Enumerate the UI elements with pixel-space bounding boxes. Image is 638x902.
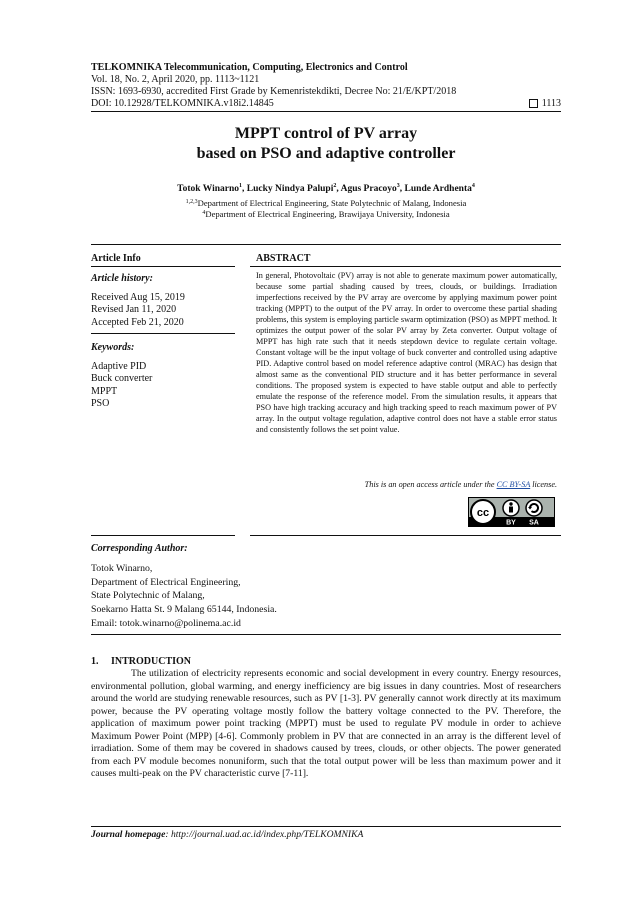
volume-info: Vol. 18, No. 2, April 2020, pp. 1113~1121 [91, 74, 260, 85]
keyword: MPPT [91, 385, 118, 397]
corresponding-email: Email: totok.winarno@polinema.ac.id [91, 617, 241, 629]
affiliation-2 [91, 209, 561, 220]
affiliation-sup: 4 [202, 210, 206, 216]
author: Agus Pracoyo [340, 184, 397, 194]
author-sup: 4 [471, 183, 475, 189]
corresponding-line: Totok Winarno, [91, 563, 153, 574]
cc-by-sa-badge[interactable] [468, 497, 555, 527]
history-item: Revised Jan 11, 2020 [91, 304, 177, 316]
cc-badge-graphic [469, 498, 554, 526]
cc-by-sa-link[interactable]: CC BY-SA [496, 480, 531, 489]
history-list [91, 292, 185, 329]
info-top-rule [91, 244, 561, 245]
affiliation-text: Department of Electrical Engineering, State Polytechnic of Malang, Indonesia [197, 198, 467, 208]
introduction-heading: 1. INTRODUCTION [91, 656, 192, 667]
paper-title [91, 124, 561, 164]
header-rule [91, 111, 561, 112]
keyword: Buck converter [91, 373, 153, 385]
history-rule [91, 333, 235, 334]
corresponding-heading: Corresponding Author: [91, 543, 188, 554]
page-number [529, 98, 561, 109]
history-label: Article history: [91, 273, 153, 284]
doi-info: DOI: 10.12928/TELKOMNIKA.v18i2.14845 [91, 98, 274, 109]
title-line-2: based on PSO and adaptive controller [196, 145, 456, 162]
share-alike-icon [526, 500, 542, 516]
title-line-1: MPPT control of PV array [234, 125, 418, 142]
info-bottom-rule-right [250, 535, 561, 536]
corresponding-line: Department of Electrical Engineering, [91, 576, 241, 588]
keywords-list [91, 361, 152, 410]
page-number-value: 1113 [541, 98, 561, 109]
license-line [365, 480, 557, 489]
keyword: Adaptive PID [91, 361, 147, 372]
license-prefix: This is an open access article under the [364, 480, 495, 489]
affiliation-1 [91, 198, 561, 209]
abstract-heading: ABSTRACT [256, 253, 311, 264]
info-bottom-rule-left [91, 535, 235, 536]
corresponding-rule [91, 634, 561, 635]
history-item: Received Aug 15, 2019 [91, 292, 185, 303]
journal-header [91, 62, 561, 110]
affiliations [91, 198, 561, 220]
history-item: Accepted Feb 21, 2020 [91, 316, 184, 328]
author: Lucky Nindya Palupi [246, 184, 334, 194]
corresponding-line: State Polytechnic of Malang, [91, 590, 205, 602]
article-info-rule [91, 266, 235, 267]
footer-rule [91, 826, 561, 827]
author: Totok Winarno [177, 184, 240, 194]
affiliation-text: Department of Electrical Engineering, Brawijaya University, Indonesia [205, 209, 450, 219]
keyword: PSO [91, 397, 110, 409]
license-suffix: license. [532, 480, 557, 489]
badge-sa: SA [529, 519, 539, 526]
corresponding-details [91, 562, 277, 631]
keywords-label: Keywords: [91, 342, 135, 353]
abstract-text: In general, Photovoltaic (PV) array is not able to generate maximum power automatically, because some partial shading caused by trees, clouds, or buildings. Irradiation imperfections received by the PV array are overcome by applying maximum power point tracking (MPPT) to the output of the PV array. In order to overcome these partial shading problems, this system is employing particle swarm optimization (PSO) as MPPT method. It optimizes the output power of the solar PV array by Zeta converter. Output voltage of MPPT has high rate such that it needs stepdown device to regulate certain voltage. Constant voltage will be the input voltage of buck converter and controlled using adaptive PID. Adaptive control based on model reference adaptive control (MRAC) has design that almost same as the conventional PID structure and it has better performance in several conditions. The proposed system is expected to have stable output and able to perfectly emulate the response of the reference model. From the simulation results, it appears that PSO have high tracking accuracy and high tracking speed to reach maximum power of PV array. In the output voltage regulation, adaptive control does not have a stable error status and consistently follows the set point value. [256, 271, 557, 435]
article-info-heading: Article Info [91, 253, 141, 264]
homepage-url[interactable]: : http://journal.uad.ac.id/index.php/TELKOMNIKA [165, 829, 364, 840]
square-icon [529, 99, 538, 108]
affiliation-sup: 1,2,3 [185, 199, 198, 205]
homepage-label: Journal homepage [91, 829, 166, 840]
issn-info: ISSN: 1693-6930, accredited First Grade by Kemenristekdikti, Decree No: 21/E/KPT/2018 [91, 86, 457, 97]
author-sup: 3 [396, 183, 400, 189]
journal-homepage [91, 829, 363, 840]
svg-text:cc: cc [476, 507, 490, 519]
author-list: Totok Winarno$^1$, Lucky Nindya Palupi$^2$, Agus Pracoyo$^3$, Lunde Ardhenta$^4$ [177, 183, 475, 194]
abstract-rule [250, 266, 561, 267]
author-sup: 1 [239, 183, 243, 189]
author-sup: 2 [333, 183, 337, 189]
badge-by: BY [506, 519, 516, 526]
corresponding-line: Soekarno Hatta St. 9 Malang 65144, Indonesia. [91, 604, 277, 616]
journal-name: TELKOMNIKA Telecommunication, Computing, Electronics and Control [91, 62, 408, 73]
introduction-text: The utilization of electricity represents economic and social development in every country. Energy resources, environmental pollution, global warming, and energy inefficiency are big issues in dany countries. Most of researchers around the world are studying renewable resources, such as PV [1-3]. PV generally cannot work directly at its maximum power, because the PV operating voltage mostly follow the battery voltage connected to the PV. Therefore, the application of maximum power point tracking (MPPT) must be used to regulate PV module in order to achieve Maximum Power Point (MPP) [4-6]. Commonly problem in PV that are connected in an array is the different level of irradiation. Some of them may be covered in shadows caused by trees, clouds, or other objects. The power generated from each PV module becomes nonuniform, such that the total output power will be less than maximum power and it causes multi-peak on the PV characteristic curve [7-11]. [91, 668, 561, 780]
author: Lunde Ardhenta [404, 184, 472, 194]
